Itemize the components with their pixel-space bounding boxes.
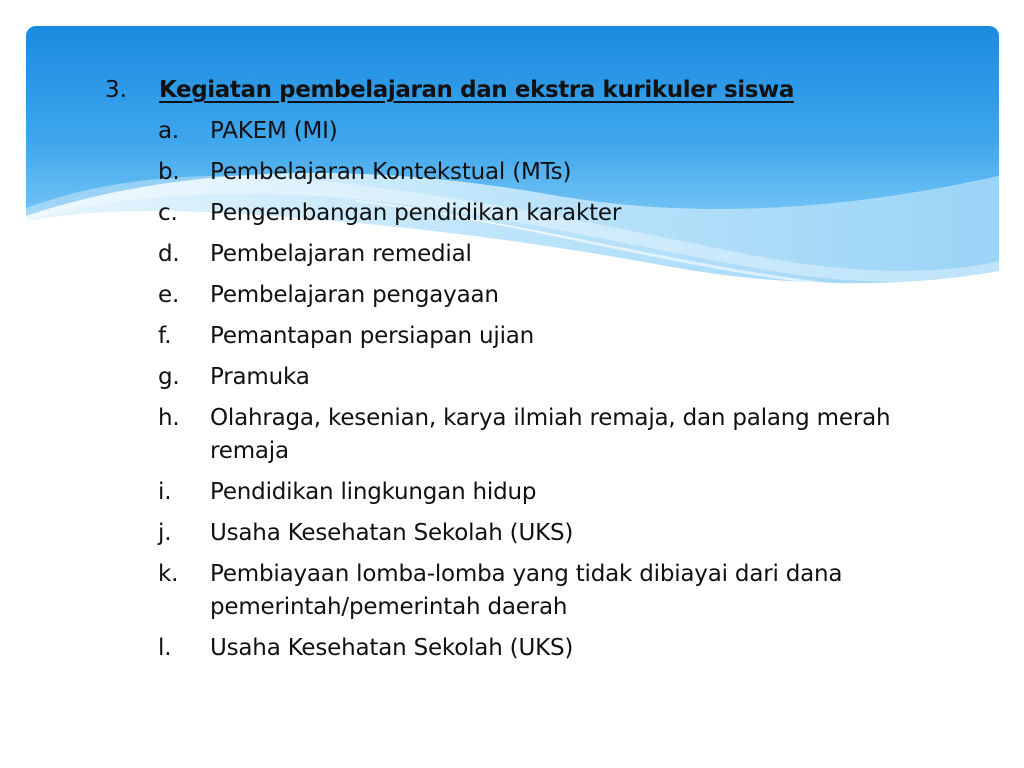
list-item-text: Pembelajaran remedial [210, 241, 472, 267]
list-item-text: Pembelajaran Kontekstual (MTs) [210, 159, 572, 185]
list-item-text: Usaha Kesehatan Sekolah (UKS) [210, 635, 574, 661]
list-item [158, 115, 918, 148]
list-item-letter: b. [158, 159, 180, 185]
list-item-letter: l. [158, 635, 172, 661]
list-item-letter: a. [158, 118, 180, 144]
list-item [158, 156, 918, 189]
list-item-letter: c. [158, 200, 178, 226]
list-item-letter: i. [158, 479, 172, 505]
list-item [158, 402, 918, 468]
list-item [158, 558, 918, 624]
list-item-text: Pemantapan persiapan ujian [210, 323, 535, 349]
list-item [158, 238, 918, 271]
list-item [158, 279, 918, 312]
list-item-letter: d. [158, 241, 180, 267]
heading-text: Kegiatan pembelajaran dan ekstra kurikuler siswa [159, 77, 794, 103]
list-item-letter: f. [158, 323, 172, 349]
list-item [158, 320, 918, 353]
list-item-text: Pendidikan lingkungan hidup [210, 479, 537, 505]
list-item-letter: h. [158, 405, 180, 431]
list-item-text: Pembiayaan lomba-lomba yang tidak dibiayai dari dana pemerintah/pemerintah daerah [210, 561, 843, 620]
list-item-text: Pramuka [210, 364, 310, 390]
list-item [158, 632, 918, 665]
list-item-letter: k. [158, 561, 179, 587]
list-item-text: Olahraga, kesenian, karya ilmiah remaja, dan palang merah remaja [210, 405, 891, 464]
heading-number: 3. [105, 77, 127, 103]
list-item-text: Pembelajaran pengayaan [210, 282, 499, 308]
list-item-letter: g. [158, 364, 180, 390]
list-item-letter: e. [158, 282, 180, 308]
activity-list [158, 115, 918, 673]
list-item-letter: j. [158, 520, 172, 546]
list-item [158, 361, 918, 394]
list-item [158, 517, 918, 550]
list-item-text: Pengembangan pendidikan karakter [210, 200, 622, 226]
list-item [158, 197, 918, 230]
list-item-text: PAKEM (MI) [210, 118, 338, 144]
list-item [158, 476, 918, 509]
list-item-text: Usaha Kesehatan Sekolah (UKS) [210, 520, 574, 546]
